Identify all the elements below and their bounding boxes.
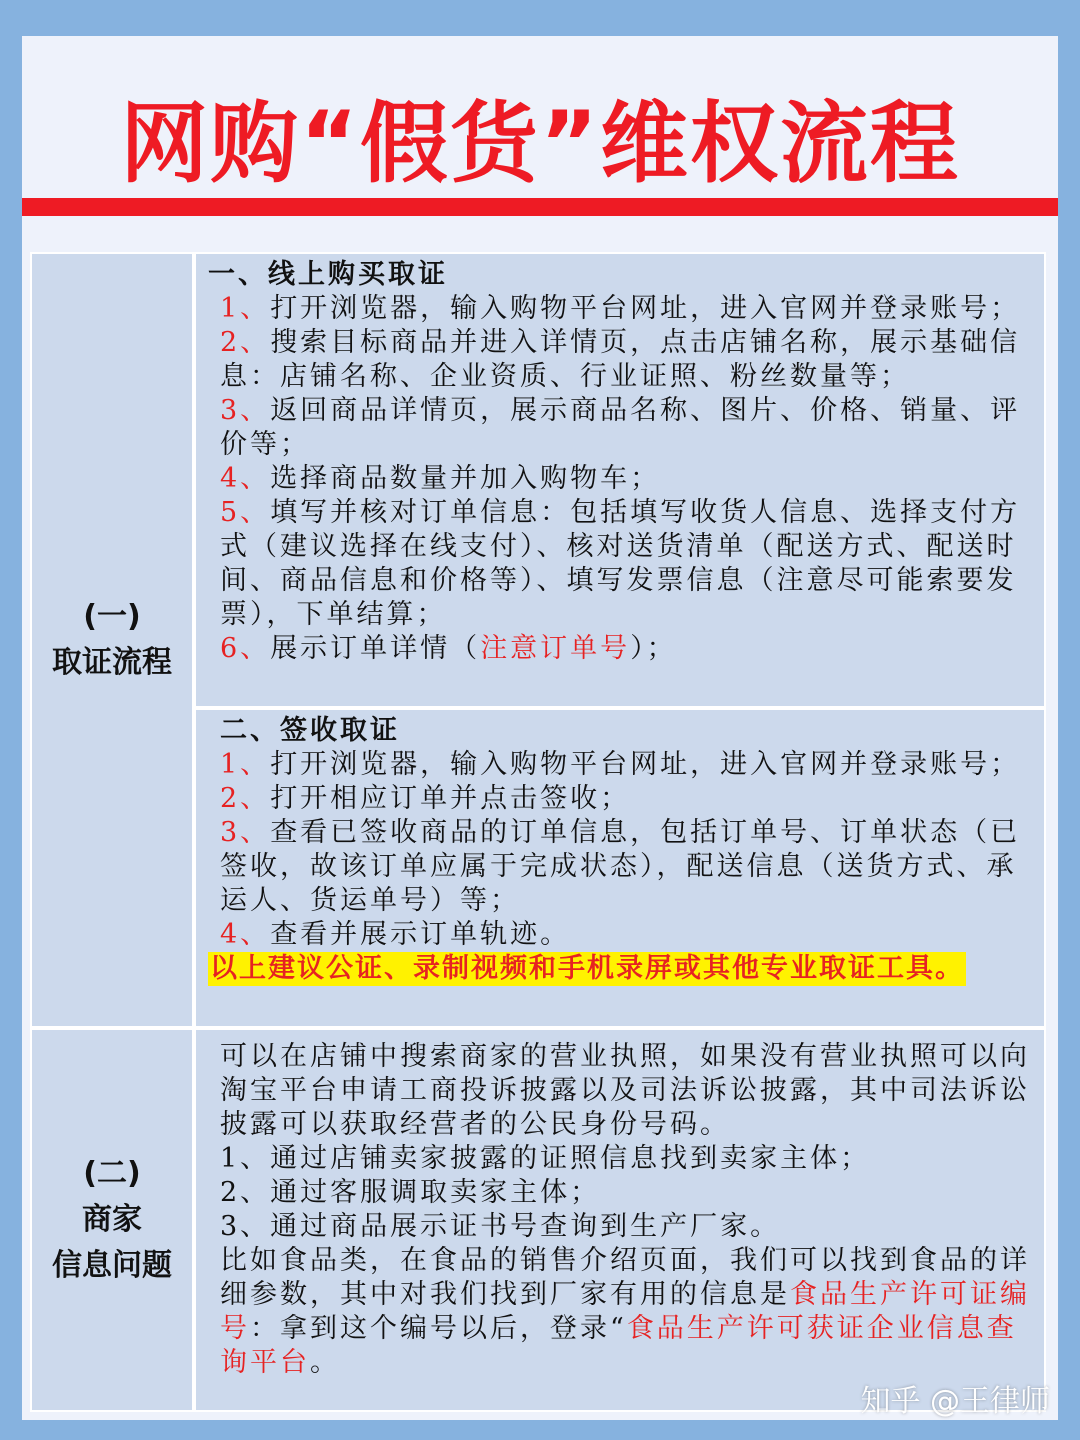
list-item: 1、打开浏览器，输入购物平台网址，进入官网并登录账号； [220,293,1021,324]
page-title: 网购“假货”维权流程 [120,92,960,195]
zhihu-watermark: 知乎 @王律师 [860,1384,1050,1419]
section1-number: (一) [83,599,141,634]
section2-name-line2: 信息问题 [52,1248,172,1283]
list-item: 4、选择商品数量并加入购物车； [220,463,661,494]
intro-paragraph: 可以在店铺中搜索商家的营业执照，如果没有营业执照可以向淘宝平台申请工商投诉披露以及司法诉讼披露，其中司法诉讼披露可以获取经营者的公民身份号码。 [220,1041,1030,1140]
section2-number: (二) [83,1156,141,1191]
list-item: 3、查看已签收商品的订单信息，包括订单号、订单状态（已签收，故该订单应属于完成状态），配送信息（送货方式、承运人、货运单号）等； [220,817,1021,916]
list-item: 3、返回商品详情页，展示商品名称、图片、价格、销量、评价等； [220,395,1021,460]
section1-label [30,252,194,1028]
list-item: 2、打开相应订单并点击签收； [220,783,631,814]
list-item: 5、填写并核对订单信息：包括填写收货人信息、选择支付方式（建议选择在线支付）、核对送货清单（配送方式、配送时间、商品信息和价格等）、填写发票信息（注意尽可能索要发票），下单结算； [220,497,1021,630]
section1-part1 [194,252,1046,708]
list-item: 4、查看并展示订单轨迹。 [220,919,571,950]
order-number-note: 注意订单号 [480,633,631,664]
example-paragraph: 比如食品类，在食品的销售介绍页面，我们可以找到食品的详细参数，其中对我们找到厂家有用的信息是食品生产许可证编号：拿到这个编号以后，登录“食品生产许可获证企业信息查询平台。 [220,1245,1030,1378]
notarization-note: 以上建议公证、录制视频和手机录屏或其他专业取证工具。 [210,953,964,984]
list-item: 2、搜索目标商品并进入详情页，点击店铺名称，展示基础信息：店铺名称、企业资质、行业证照、粉丝数量等； [220,327,1021,392]
section1-name: 取证流程 [52,645,172,680]
list-item: 2、通过客服调取卖家主体； [220,1177,601,1208]
part1-heading: 一、线上购买取证 [208,259,448,290]
part2-heading: 二、签收取证 [220,715,400,746]
title-divider [22,198,1058,216]
list-item: 3、通过商品展示证书号查询到生产厂家。 [220,1211,781,1242]
list-item: 6、展示订单详情（注意订单号）； [220,633,677,664]
list-item: 1、通过店铺卖家披露的证照信息找到卖家主体； [220,1143,871,1174]
license-number-highlight: 食品生产许可证编号 [220,1279,1030,1344]
section1-part2 [194,708,1046,1028]
section2-name-line1: 商家 [82,1202,142,1237]
section2-content [194,1028,1046,1412]
poster-card [22,36,1058,1420]
list-item: 1、打开浏览器，输入购物平台网址，进入官网并登录账号； [220,749,1021,780]
section2-label [30,1028,194,1412]
query-platform-highlight: 食品生产许可获证企业信息查询平台 [220,1313,1017,1378]
